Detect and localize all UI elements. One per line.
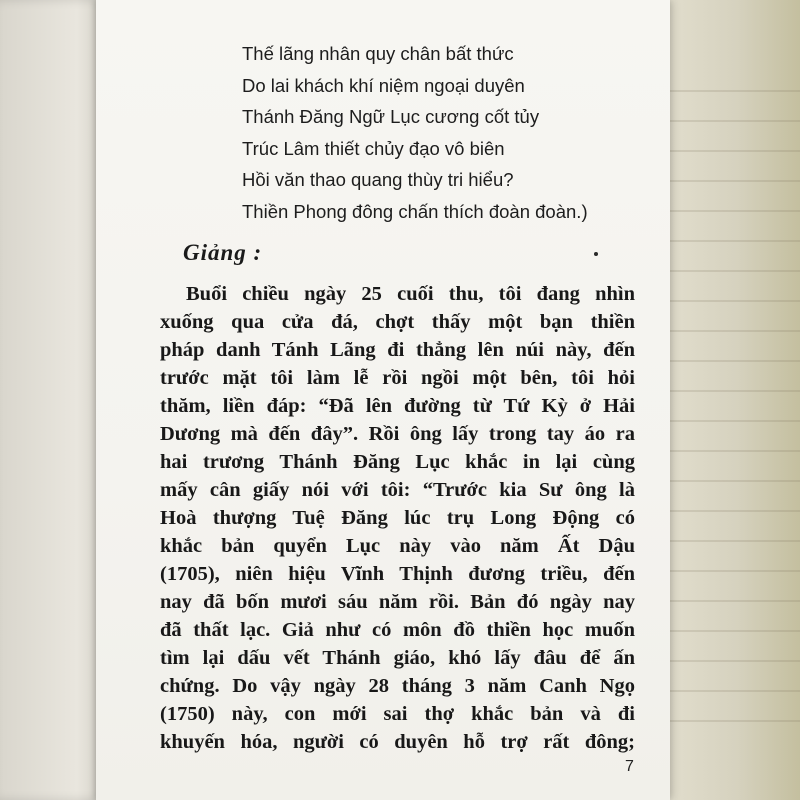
prose-line: khuyến hóa, người có duyên hỗ trợ rất đông; — [160, 731, 635, 753]
poem-line: Hồi văn thao quang thùy tri hiểu? — [242, 169, 514, 191]
prose-line: pháp danh Tánh Lãng đi thẳng lên núi này, đến — [160, 339, 635, 361]
bleed-through-line — [654, 330, 800, 332]
bleed-through-line — [654, 420, 800, 422]
page-number: 7 — [625, 758, 634, 775]
prose-line: trước mặt tôi làm lễ rồi ngồi một bên, tôi hỏi — [160, 367, 635, 389]
poem-line: Thiền Phong đông chấn thích đoàn đoàn.) — [242, 200, 588, 222]
ink-dot-mark — [594, 252, 598, 256]
bleed-through-line — [654, 270, 800, 272]
prose-line: chứng. Do vậy ngày 28 tháng 3 năm Canh Ngọ — [160, 675, 635, 697]
bleed-through-line — [654, 360, 800, 362]
bleed-through-line — [654, 510, 800, 512]
prose-line: xuống qua cửa đá, chợt thấy một bạn thiền — [160, 311, 635, 333]
bleed-through-line — [654, 570, 800, 572]
poem-line: Thế lãng nhân quy chân bất thức — [242, 43, 514, 64]
bleed-through-line — [654, 480, 800, 482]
bleed-through-line — [654, 540, 800, 542]
bleed-through-line — [654, 150, 800, 152]
prose-line: Dương mà đến đây”. Rồi ông lấy trong tay áo ra — [160, 423, 635, 445]
poem-line: Trúc Lâm thiết chủy đạo vô biên — [242, 137, 505, 159]
prose-line: Hoà thượng Tuệ Đăng lúc trụ Long Động có — [160, 507, 635, 529]
prose-line: tìm lại dấu vết Thánh giáo, khó lấy đâu để ấn — [160, 647, 635, 669]
bleed-through-line — [654, 210, 800, 212]
bleed-through-line — [654, 120, 800, 122]
prose-line: Buổi chiều ngày 25 cuối thu, tôi đang nhìn — [186, 283, 635, 305]
bleed-through-line — [654, 90, 800, 92]
bleed-through-line — [654, 630, 800, 632]
prose-line: nay đã bốn mươi sáu năm rồi. Bản đó ngày nay — [160, 591, 635, 613]
prose-line: đã thất lạc. Giả như có môn đồ thiền học muốn — [160, 619, 635, 641]
section-heading: Giảng : — [183, 240, 263, 265]
bleed-through-line — [654, 390, 800, 392]
bleed-through-line — [654, 690, 800, 692]
bleed-through-line — [654, 660, 800, 662]
prose-block — [160, 280, 635, 756]
prose-line: mấy cân giấy nói với tôi: “Trước kia Sư ông là — [160, 479, 635, 501]
poem-block — [242, 38, 642, 228]
bleed-through-line — [654, 450, 800, 452]
poem-line: Thánh Đăng Ngữ Lục cương cốt tủy — [242, 106, 540, 128]
bleed-through-line — [654, 180, 800, 182]
prose-line: hai trương Thánh Đăng Lục khắc in lại cùng — [160, 451, 635, 473]
poem-line: Do lai khách khí niệm ngoại duyên — [242, 74, 525, 96]
bleed-through-line — [654, 600, 800, 602]
prose-line: khắc bản quyển Lục này vào năm Ất Dậu — [160, 535, 635, 557]
facing-page-left — [0, 0, 110, 800]
prose-line: thăm, liền đáp: “Đã lên đường từ Tứ Kỳ ở Hải — [160, 395, 635, 417]
prose-line: (1750) này, con mới sai thợ khắc bản và đi — [160, 703, 635, 725]
bleed-through-line — [654, 720, 800, 722]
bleed-through-line — [654, 240, 800, 242]
prose-line: (1705), niên hiệu Vĩnh Thịnh đương triều, đến — [160, 563, 635, 585]
bleed-through-line — [654, 300, 800, 302]
